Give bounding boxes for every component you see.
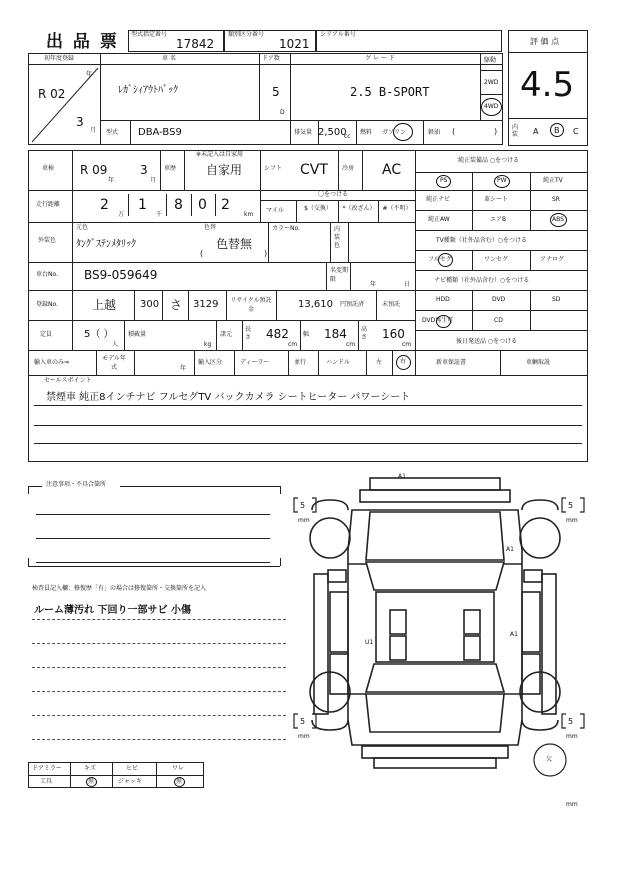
mileage-tag-exchange: $（交換） [304, 205, 332, 212]
height-value: 160 [382, 327, 405, 341]
import-label: 輸入車のみ⇒ [34, 359, 70, 366]
color-label: 外装色 [38, 237, 57, 244]
mileage-d1: 2 [100, 197, 109, 213]
inspection-value: R 09 [80, 163, 108, 177]
tools-value: 無 [88, 778, 95, 785]
tire-fr-value: 5 [568, 501, 574, 510]
mileage-label: 走行距離 [36, 201, 61, 208]
drive-4wd: 4WD [484, 103, 499, 110]
tv-analog: アナログ [540, 256, 565, 263]
recycle-unit: 円預託済 [340, 301, 365, 308]
name-change-label: 名変期限 [330, 267, 349, 283]
name-label: 車 名 [162, 55, 176, 62]
reg-number: 3129 [193, 299, 219, 310]
model-year-label: モデル年式 [102, 355, 126, 371]
capacity-label: 定員 [40, 331, 53, 338]
inspection-year-unit: 年 [108, 177, 115, 184]
crack-label: ヒビ [126, 765, 139, 772]
equip-aw: 純正AW [428, 216, 450, 223]
diesel-label: 軽油 [428, 129, 441, 136]
height-unit: cm [402, 341, 412, 348]
recycle-status: 未預託 [382, 301, 401, 308]
spare-label: 欠 [546, 756, 553, 763]
model-label: 型式 [106, 129, 119, 136]
mileage-unit: km [244, 211, 254, 218]
dims-label: 諸元 [220, 331, 233, 338]
drive-label: 駆動 [484, 57, 497, 64]
interior-c: C [573, 127, 579, 136]
first-reg-label: 初年度登録 [44, 55, 75, 62]
ac-label: 冷房 [342, 165, 355, 172]
rating-label: 評 価 点 [530, 37, 560, 46]
inspector-label: 検査員記入欄：修復歴「有」の場合は修復箇所・交換箇所を記入 [32, 585, 207, 592]
mileage-mark-note: 〇をつける [318, 191, 349, 198]
car-name: ﾚｶﾞｼｨｱｳﾄﾊﾞｯｸ [118, 85, 178, 96]
interior-color-label: 内装色 [334, 226, 341, 249]
tire-rl-unit: mm [298, 733, 310, 740]
history-value: 自家用 [206, 163, 243, 177]
capacity-unit: 人 [112, 341, 119, 348]
rating-value: 4.5 [520, 65, 575, 105]
navi-sd: SD [552, 296, 561, 303]
handle-label: ハンドル [326, 359, 351, 366]
attention-label: 注意事項・不具合箇所 [46, 481, 107, 488]
sales-text: 禁煙車 純正8インチナビ フルセグTV バックカメラ シートヒーター パワーシート [46, 392, 411, 403]
doors-suffix: D [280, 109, 285, 116]
reg-class: 300 [140, 299, 160, 310]
shift-label: シフト [264, 165, 283, 172]
shift-value: CVT [300, 162, 328, 178]
equip-ps: PS [440, 177, 448, 184]
length-unit: cm [288, 341, 298, 348]
length-label: 長さ [245, 326, 252, 341]
mileage-d2: 1 [138, 197, 147, 213]
mileage-man: 万 [118, 211, 125, 218]
doors-value: 5 [272, 85, 280, 99]
equip-pw: PW [497, 177, 507, 184]
width-label: 幅 [303, 331, 310, 338]
inspector-text: ルーム薄汚れ 下回り一部サビ 小傷 [34, 605, 191, 616]
chassis-value: BS9-059649 [84, 268, 158, 282]
grade-label: グ レ ー ド [365, 55, 395, 62]
recycle-label: リサイクル預託金 [230, 297, 272, 313]
color-bracket-close: ) [264, 249, 268, 258]
color-change-value: 色替無 [216, 237, 253, 251]
displacement-value: 2,500 [318, 127, 347, 138]
navi-cd: CD [494, 317, 503, 324]
model-year-unit: 年 [180, 365, 187, 372]
tv-oneseg: ワンセグ [484, 256, 509, 263]
reg-no-label: 登録No. [36, 301, 58, 308]
type-spec-label: 型式指定番号 [131, 31, 168, 38]
inspection-label: 車検 [42, 165, 55, 172]
navi-dvdplay: DVD再生可 [422, 317, 454, 324]
color-change-label: 色替 [204, 224, 217, 231]
tools-label: 工具 [40, 778, 53, 785]
import-class-label: 輸入区分 [198, 359, 223, 366]
displacement-label: 排気量 [294, 129, 313, 136]
name-change-day: 日 [404, 281, 411, 288]
mirror-label: ドアミラー [32, 765, 62, 772]
length-value: 482 [266, 327, 289, 341]
reg-region: 上越 [92, 298, 117, 312]
tire-fl-unit: mm [298, 517, 310, 524]
interior-a: A [533, 127, 539, 136]
page-title: 出 品 票 [46, 32, 119, 52]
mark-right-front: A1 [506, 546, 514, 553]
year-unit: 年 [86, 71, 93, 78]
navi-header: ナビ種類（社外品含む）○をつける [434, 277, 530, 284]
category-value: 1021 [279, 37, 310, 51]
doors-label: ドア数 [262, 55, 280, 62]
equip-abs: ABS [552, 216, 564, 223]
color-value: ﾀﾝｸﾞｽﾃﾝﾒﾀﾘｯｸ [76, 239, 136, 250]
displacement-unit: cc [344, 133, 351, 140]
mileage-tag-tamper: *（改ざん） [342, 205, 376, 212]
month-unit: 月 [90, 127, 97, 134]
equip-header: 純正装備品 ○をつける [458, 157, 520, 164]
history-note: ※未記入は自家用 [196, 151, 244, 158]
model-value: DBA-BS9 [138, 127, 182, 138]
type-spec-value: 17842 [176, 37, 215, 51]
chassis-label: 車台No. [36, 271, 58, 278]
reg-kana: さ [170, 298, 183, 312]
mileage-d5: 2 [221, 197, 230, 213]
equip-tv: 純正TV [543, 177, 563, 184]
serial-label: シリアル番号 [320, 31, 356, 38]
mileage-tag-mile: マイル [266, 207, 284, 214]
equip-airbag: エアB [490, 216, 507, 223]
navi-hdd: HDD [436, 296, 450, 303]
inspection-month-unit: 月 [150, 177, 157, 184]
mark-front: A1 [398, 473, 406, 480]
tv-header: TV種類（社外品含む）○をつける [436, 237, 528, 244]
width-unit: cm [346, 341, 356, 348]
width-value: 184 [324, 327, 347, 341]
mileage-d3: 8 [174, 197, 183, 213]
inspection-month: 3 [140, 163, 148, 177]
spare-unit: mm [566, 801, 578, 808]
tire-fl-value: 5 [300, 501, 306, 510]
dealer-label: ディーラー [240, 359, 270, 366]
handle-right: 右 [400, 358, 407, 365]
tire-rr-unit: mm [566, 733, 578, 740]
name-change-year: 年 [370, 281, 377, 288]
jack-label: ジャッキ [118, 778, 142, 785]
parallel-label: 並行 [294, 359, 307, 366]
sales-label: セールスポイント [44, 377, 92, 384]
tv-fullseg: フルセグ [428, 256, 452, 263]
ac-value: AC [382, 162, 402, 178]
load-unit: kg [204, 341, 212, 348]
recycle-value: 13,610 [298, 299, 333, 310]
mark-left: U1 [365, 639, 374, 646]
height-label: 高さ [361, 326, 368, 341]
navi-dvd: DVD [492, 296, 506, 303]
later-manual: 車輌取説 [526, 359, 551, 366]
orig-color-label: 元色 [76, 224, 89, 231]
fuel-value: ガソリン [382, 129, 407, 136]
history-label: 車歴 [164, 165, 177, 172]
mileage-d4: 0 [198, 197, 207, 213]
diesel-bracket-close: ) [494, 127, 498, 136]
diesel-bracket-open: ( [452, 127, 456, 136]
equip-sr: SR [552, 196, 560, 203]
car-diagram [290, 470, 640, 780]
break-label: ワレ [172, 765, 185, 772]
tire-fr-unit: mm [566, 517, 578, 524]
interior-label: 内装 [512, 124, 519, 138]
category-label: 類別区分番号 [228, 31, 265, 38]
tire-rr-value: 5 [568, 717, 574, 726]
interior-b: B [554, 126, 560, 135]
mileage-sen: 千 [156, 211, 163, 218]
mileage-tag-unknown: #（不明） [382, 205, 412, 212]
later-warranty: 新車保証書 [436, 359, 467, 366]
fuel-label: 燃料 [360, 129, 373, 136]
scratch-label: キズ [84, 765, 96, 772]
mark-right-rear: A1 [510, 631, 518, 638]
drive-2wd: 2WD [484, 79, 499, 86]
equip-navi: 純正ナビ [426, 196, 451, 203]
equip-leather: 革シート [484, 196, 509, 203]
jack-value: 無 [176, 778, 183, 785]
handle-left: 左 [376, 359, 383, 366]
tire-rl-value: 5 [300, 717, 306, 726]
later-header: 後日発送品 ○をつける [456, 338, 518, 345]
color-no-label: カラーNo. [272, 225, 300, 232]
color-bracket-open: ( [200, 249, 204, 258]
load-label: 積載量 [128, 331, 147, 338]
capacity-value: 5（ ） [84, 329, 114, 340]
first-reg-era: R 02 [38, 87, 66, 101]
grade-value: 2.5 B-SPORT [350, 85, 430, 99]
first-reg-month: 3 [76, 115, 84, 129]
